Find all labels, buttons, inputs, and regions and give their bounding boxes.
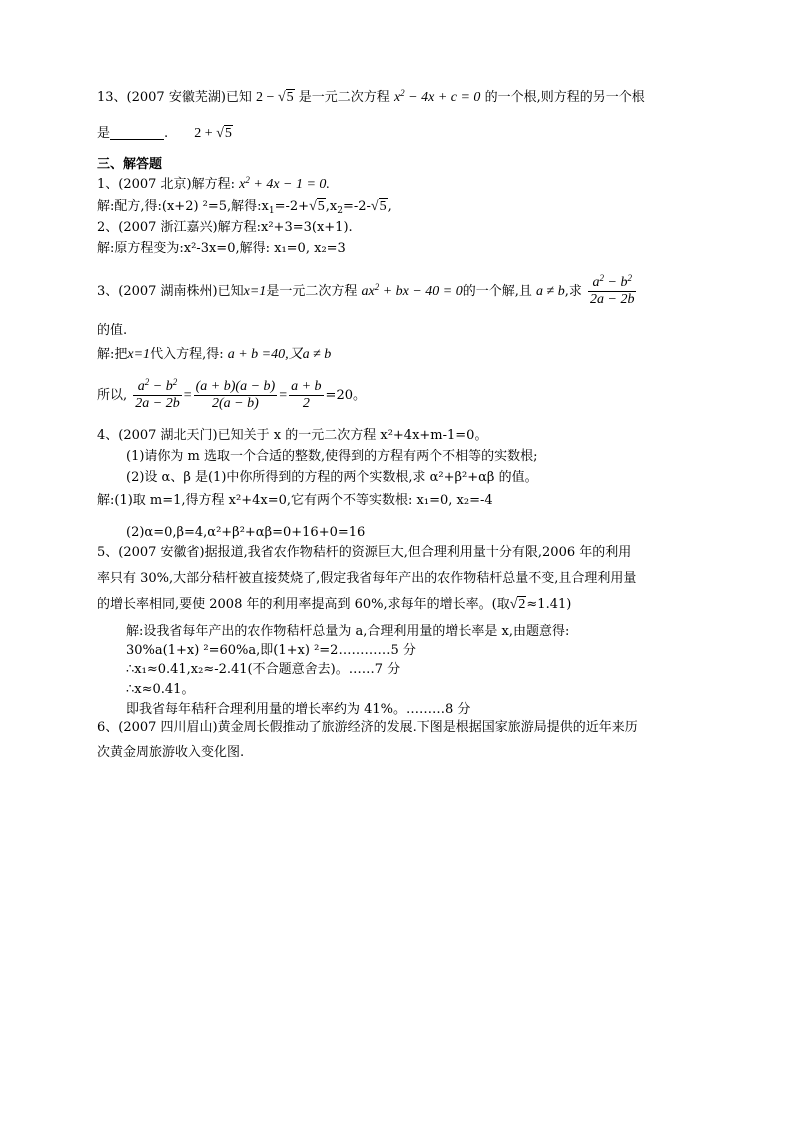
p3-sol-e: a ≠ b [302, 347, 332, 362]
p5-line3 [97, 596, 571, 614]
p3-solution-line2: 所以, $\frac{a^2 - b^2}{2a - 2b}$ = $\frac{(a + b)(a - b)}{2(a - b)}$ = $\frac{a + b}{2}$ =20。 [97, 377, 366, 411]
answer-blank [110, 125, 164, 140]
p3-q-c: 是一元二次方程 [266, 284, 358, 299]
p5-sol5: 即我省每年秸秆合理利用量的增长率约为 41%。………8 分 [126, 702, 471, 717]
p3-question [97, 272, 638, 312]
p3-frac3-den: 2 [289, 395, 323, 412]
q13-line1 [97, 89, 645, 107]
p5-sol4: ∴x≈0.41。 [126, 682, 195, 697]
q13-line2-prefix: 是 [97, 126, 111, 141]
p3-fraction [588, 275, 636, 308]
p1-sqrt5-a: √5 [309, 199, 325, 214]
q13-dot: . [164, 126, 169, 141]
p1-sqrt5-b: √5 [370, 199, 387, 214]
p3-q-f: ,求 [564, 284, 582, 299]
p3-frac1-den: 2a − 2b [135, 396, 180, 411]
p4-question: 4、(2007 湖北天门)已知关于 x 的一元二次方程 x²+4x+m-1=0。 [97, 428, 488, 443]
p3-frac-num: $a^2 - b^2$ [592, 273, 632, 290]
p3-frac-1 [133, 379, 181, 412]
p1-sol-b: =-2+ [274, 199, 310, 214]
p1-q-text: 1、(2007 北京)解方程: [97, 177, 236, 192]
p3-frac3-num: a + b [291, 379, 322, 394]
p2-x2: x₂=3 [314, 241, 346, 256]
p3-sol-b: x=1 [127, 347, 151, 362]
p3-q-b: x=1 [243, 284, 267, 299]
p3-equation: $ax^2$ + bx − 40 = 0 [361, 282, 463, 299]
p1-sol-d: =-2- [342, 199, 371, 214]
p3-frac-2 [194, 379, 278, 412]
p2-x1: x₁=0, [274, 241, 310, 256]
q13-answer: 2 + √5 [194, 126, 232, 141]
p3-solution-line1 [97, 346, 331, 364]
p5-sol2: 30%a(1+x) ²=60%a,即(1+x) ²=2…………5 分 [126, 643, 416, 658]
p3-frac2-den: 2(a − b) [194, 395, 278, 412]
p3-q-e: a ≠ b [536, 284, 565, 299]
q13-mid2: 的一个根,则方程的另一个根 [484, 90, 645, 105]
p4-sol1-a: 解:(1)取 m=1,得方程 x²+4x=0,它有两个不等实数根: [97, 493, 413, 508]
p1-solution: 解:配方,得:(x+2) ²=5,解得$:x_1=-2+√5,x_2=-2-√5$, [97, 199, 392, 216]
p3-frac1-num: $a^2 - b^2$ [137, 377, 178, 394]
p3-so: 所以, [97, 388, 128, 403]
p5-sol3: ∴x₁≈0.41,x₂≈-2.41(不合题意舍去)。……7 分 [126, 662, 401, 677]
p5-l3-b: ≈1.41) [526, 597, 572, 612]
p2-sol-text: 解:原方程变为:x²-3x=0,解得: [97, 241, 270, 256]
p5-line1: 5、(2007 安徽省)据报道,我省农作物秸杆的资源巨大,但合理利用量十分有限,2006 年的利用 [97, 545, 632, 560]
q13-line2 [97, 125, 233, 143]
p5-l3-a: 的增长率相同,要使 2008 年的利用率提高到 60%,求每年的增长率。(取 [97, 597, 510, 612]
q13-prefix: 13、(2007 安徽芜湖)已知 [97, 90, 252, 105]
p5-line2: 率只有 30%,大部分秸杆被直接焚烧了,假定我省每年产出的农作物秸杆总量不变,且合理利用量 [97, 571, 637, 586]
p3-result: =20。 [325, 388, 366, 403]
p6-line1: 6、(2007 四川眉山)黄金周长假推动了旅游经济的发展.下图是根据国家旅游局提供的近年来历 [97, 720, 638, 735]
p3-question-end: 的值. [97, 323, 128, 338]
q13-mid1: 是一元二次方程 [298, 90, 390, 105]
p1-sol-c: ,x [325, 199, 338, 214]
p2-solution [97, 240, 346, 258]
p5-sqrt2: √2 [509, 597, 526, 612]
p2-question: 2、(2007 浙江嘉兴)解方程:x²+3=3(x+1). [97, 220, 353, 235]
p4-sub2: (2)设 α、β 是(1)中你所得到的方程的两个实数根,求 α²+β²+αβ 的值。 [126, 470, 538, 485]
p3-q-a: 3、(2007 湖南株州)已知 [97, 284, 244, 299]
p1-sol-e: , [387, 199, 392, 214]
p5-sol1: 解:设我省每年产出的农作物秸杆总量为 a,合理利用量的增长率是 x,由题意得: [126, 624, 570, 639]
p3-q-d: 的一个解,且 [462, 284, 532, 299]
p3-sol-d: a + b =40,又 [227, 347, 303, 362]
p4-solution2: (2)α=0,β=4,α²+β²+αβ=0+16+0=16 [126, 525, 366, 540]
p3-sol-a: 解:把 [97, 347, 128, 362]
q13-root-expr: 2 − √5 [256, 90, 294, 105]
p1-sol-a: 解:配方,得:(x+2) ²=5,解得:x [97, 199, 269, 214]
p4-sol1-c: x₂=-4 [456, 493, 493, 508]
section-title: 三、解答题 [97, 157, 163, 172]
p4-sol1-b: x₁=0, [416, 493, 453, 508]
p6-line2: 次黄金周旅游收入变化图. [97, 745, 245, 760]
p1-question [97, 176, 330, 194]
q13-equation: $x^2 - 4x + c = 0$ [393, 88, 481, 105]
p3-frac2-num: (a + b)(a − b) [195, 379, 276, 394]
p4-sub1: (1)请你为 m 选取一个合适的整数,使得到的方程有两个不相等的实数根; [126, 449, 538, 464]
p3-frac-3 [289, 379, 323, 412]
p1-equation: $x^2 + 4x - 1 = 0$. [239, 175, 330, 192]
p4-solution1 [97, 492, 493, 510]
p3-frac-den: 2a − 2b [590, 292, 635, 307]
p3-sol-c: 代入方程,得: [150, 347, 224, 362]
